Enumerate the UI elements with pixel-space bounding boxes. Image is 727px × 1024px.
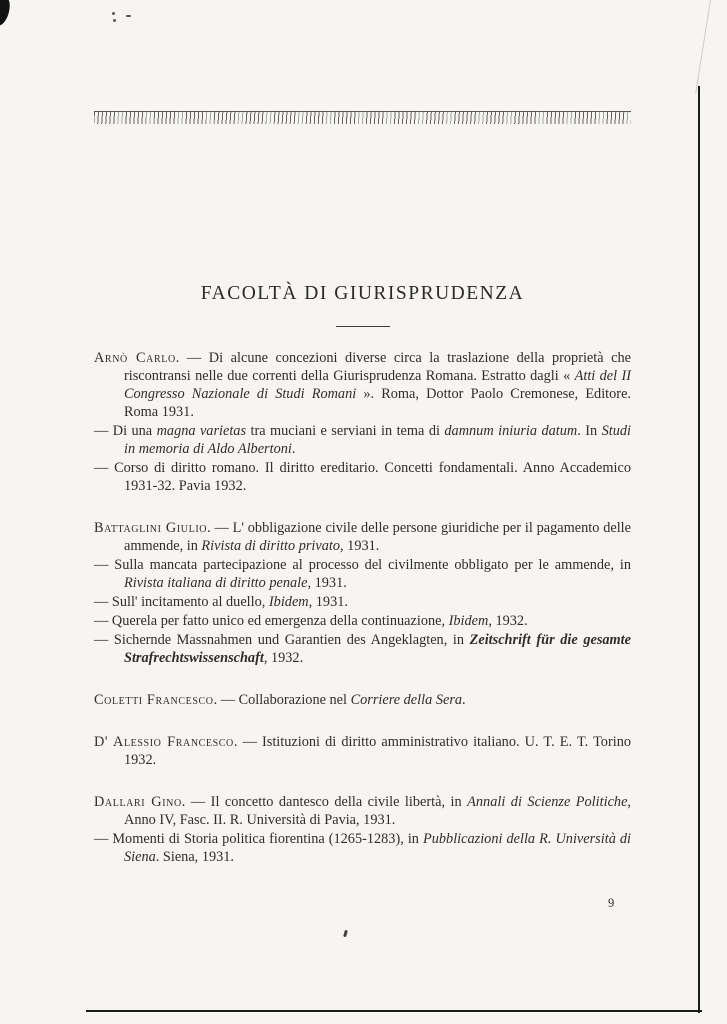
entry-text: . — Collaborazione nel	[213, 692, 351, 708]
bibliography-entry	[94, 733, 631, 769]
entry-text: , 1932.	[488, 613, 528, 629]
entry-text: — Sull' incitamento al duello,	[94, 594, 269, 610]
bibliography-entry	[94, 793, 631, 829]
work-title: Corriere della Sera	[350, 692, 463, 708]
entry-text: — Querela per fatto unico ed emergenza della continuazione,	[94, 613, 449, 629]
entry-text: . — L' obbligazione civile delle persone giuridiche per il pagamento delle ammende, in	[124, 520, 631, 554]
work-title: Rivista di diritto privato	[201, 538, 341, 554]
entry-text: — Sichernde Massnahmen und Garantien des Angeklagten, in	[94, 632, 470, 648]
entry-text: , 1931.	[308, 594, 348, 610]
scan-speck	[126, 15, 131, 17]
work-title: Rivista italiana di diritto penale	[124, 575, 308, 591]
bibliography-entry	[94, 422, 631, 458]
entry-text: — Sulla mancata partecipazione al processo del civilmente obbligato per le ammende, in	[94, 557, 631, 573]
entry-text: . — Il concetto dantesco della civile libertà, in	[181, 794, 468, 810]
bibliography-entry	[94, 691, 631, 709]
scan-speck	[113, 19, 116, 22]
scan-speck	[112, 12, 115, 15]
work-title: Pubblicazioni della R. Università di Siena	[124, 831, 632, 865]
author-name: Coletti Francesco	[94, 692, 214, 708]
scan-page-edge-curve	[695, 0, 712, 93]
entry-text: — Corso di diritto romano. Il diritto ereditario. Concetti fondamentali. Anno Accademico 1931-32. Pavia 1932.	[94, 460, 631, 494]
work-title: damnum iniuria datum	[444, 423, 578, 439]
title-underline-rule	[336, 326, 390, 327]
scan-edge-line-bottom	[86, 1010, 702, 1012]
work-title: Ibidem	[268, 594, 309, 610]
entry-text: , 1931.	[307, 575, 347, 591]
scan-edge-line-right	[698, 86, 700, 1013]
entry-text: , 1932.	[263, 650, 304, 666]
entry-text: , 1931.	[340, 538, 380, 554]
scan-ink-mark	[0, 0, 13, 28]
entry-text: .	[291, 441, 296, 457]
work-title: magna varietas	[156, 423, 247, 439]
author-name: D' Alessio Francesco	[94, 734, 234, 750]
entry-text: . — Di alcune concezioni diverse circa la traslazione della proprietà che riscontransi nelle due correnti della Giurisprudenza Romana. Estratto dagli «	[124, 350, 631, 384]
work-title: Zeitschrift für die gesamte Strafrechtswissenschaft	[124, 632, 631, 666]
bibliography-entry	[94, 631, 631, 667]
entry-text: ». Roma, Dottor Paolo Cremonese, Editore. Roma 1931.	[124, 386, 631, 420]
page-title: FACOLTÀ DI GIURISPRUDENZA	[200, 283, 525, 304]
entry-text: . In	[577, 423, 602, 439]
work-title: Annali di Scienze Politiche	[467, 794, 628, 810]
bibliography-entry	[94, 612, 631, 630]
entry-text: . — Istituzioni di diritto amministrativo italiano. U. T. E. T. Torino 1932.	[124, 734, 631, 768]
author-name: Dallari Gino	[94, 794, 182, 810]
work-title: Ibidem	[448, 613, 489, 629]
author-name: Battaglini Giulio	[94, 520, 208, 536]
bibliography-entry	[94, 830, 631, 866]
page-number: 9	[608, 896, 615, 910]
bibliography-entry	[94, 349, 631, 421]
entry-text: tra muciani e serviani in tema di	[246, 423, 445, 439]
bibliography-entry	[94, 556, 631, 592]
work-title: Studi in memoria di Aldo Albertoni	[124, 423, 631, 457]
entry-text: — Di una	[94, 423, 157, 439]
work-title: Atti del II Congresso Nazionale di Studi Romani	[124, 368, 631, 402]
entry-text: — Momenti di Storia politica fiorentina (1265-1283), in	[94, 831, 424, 847]
bibliography-entry	[94, 593, 631, 611]
bibliography-entry	[94, 459, 631, 495]
bibliography-entry	[94, 519, 631, 555]
entry-text: .	[462, 692, 466, 708]
ornamental-fringe-rule	[94, 111, 631, 124]
entry-text: , Anno IV, Fasc. II. R. Università di Pavia, 1931.	[124, 794, 631, 828]
entry-text: . Siena, 1931.	[155, 849, 234, 865]
bibliography-list	[94, 349, 631, 866]
scan-speck	[343, 930, 348, 938]
author-name: Arnò Carlo	[94, 350, 176, 366]
